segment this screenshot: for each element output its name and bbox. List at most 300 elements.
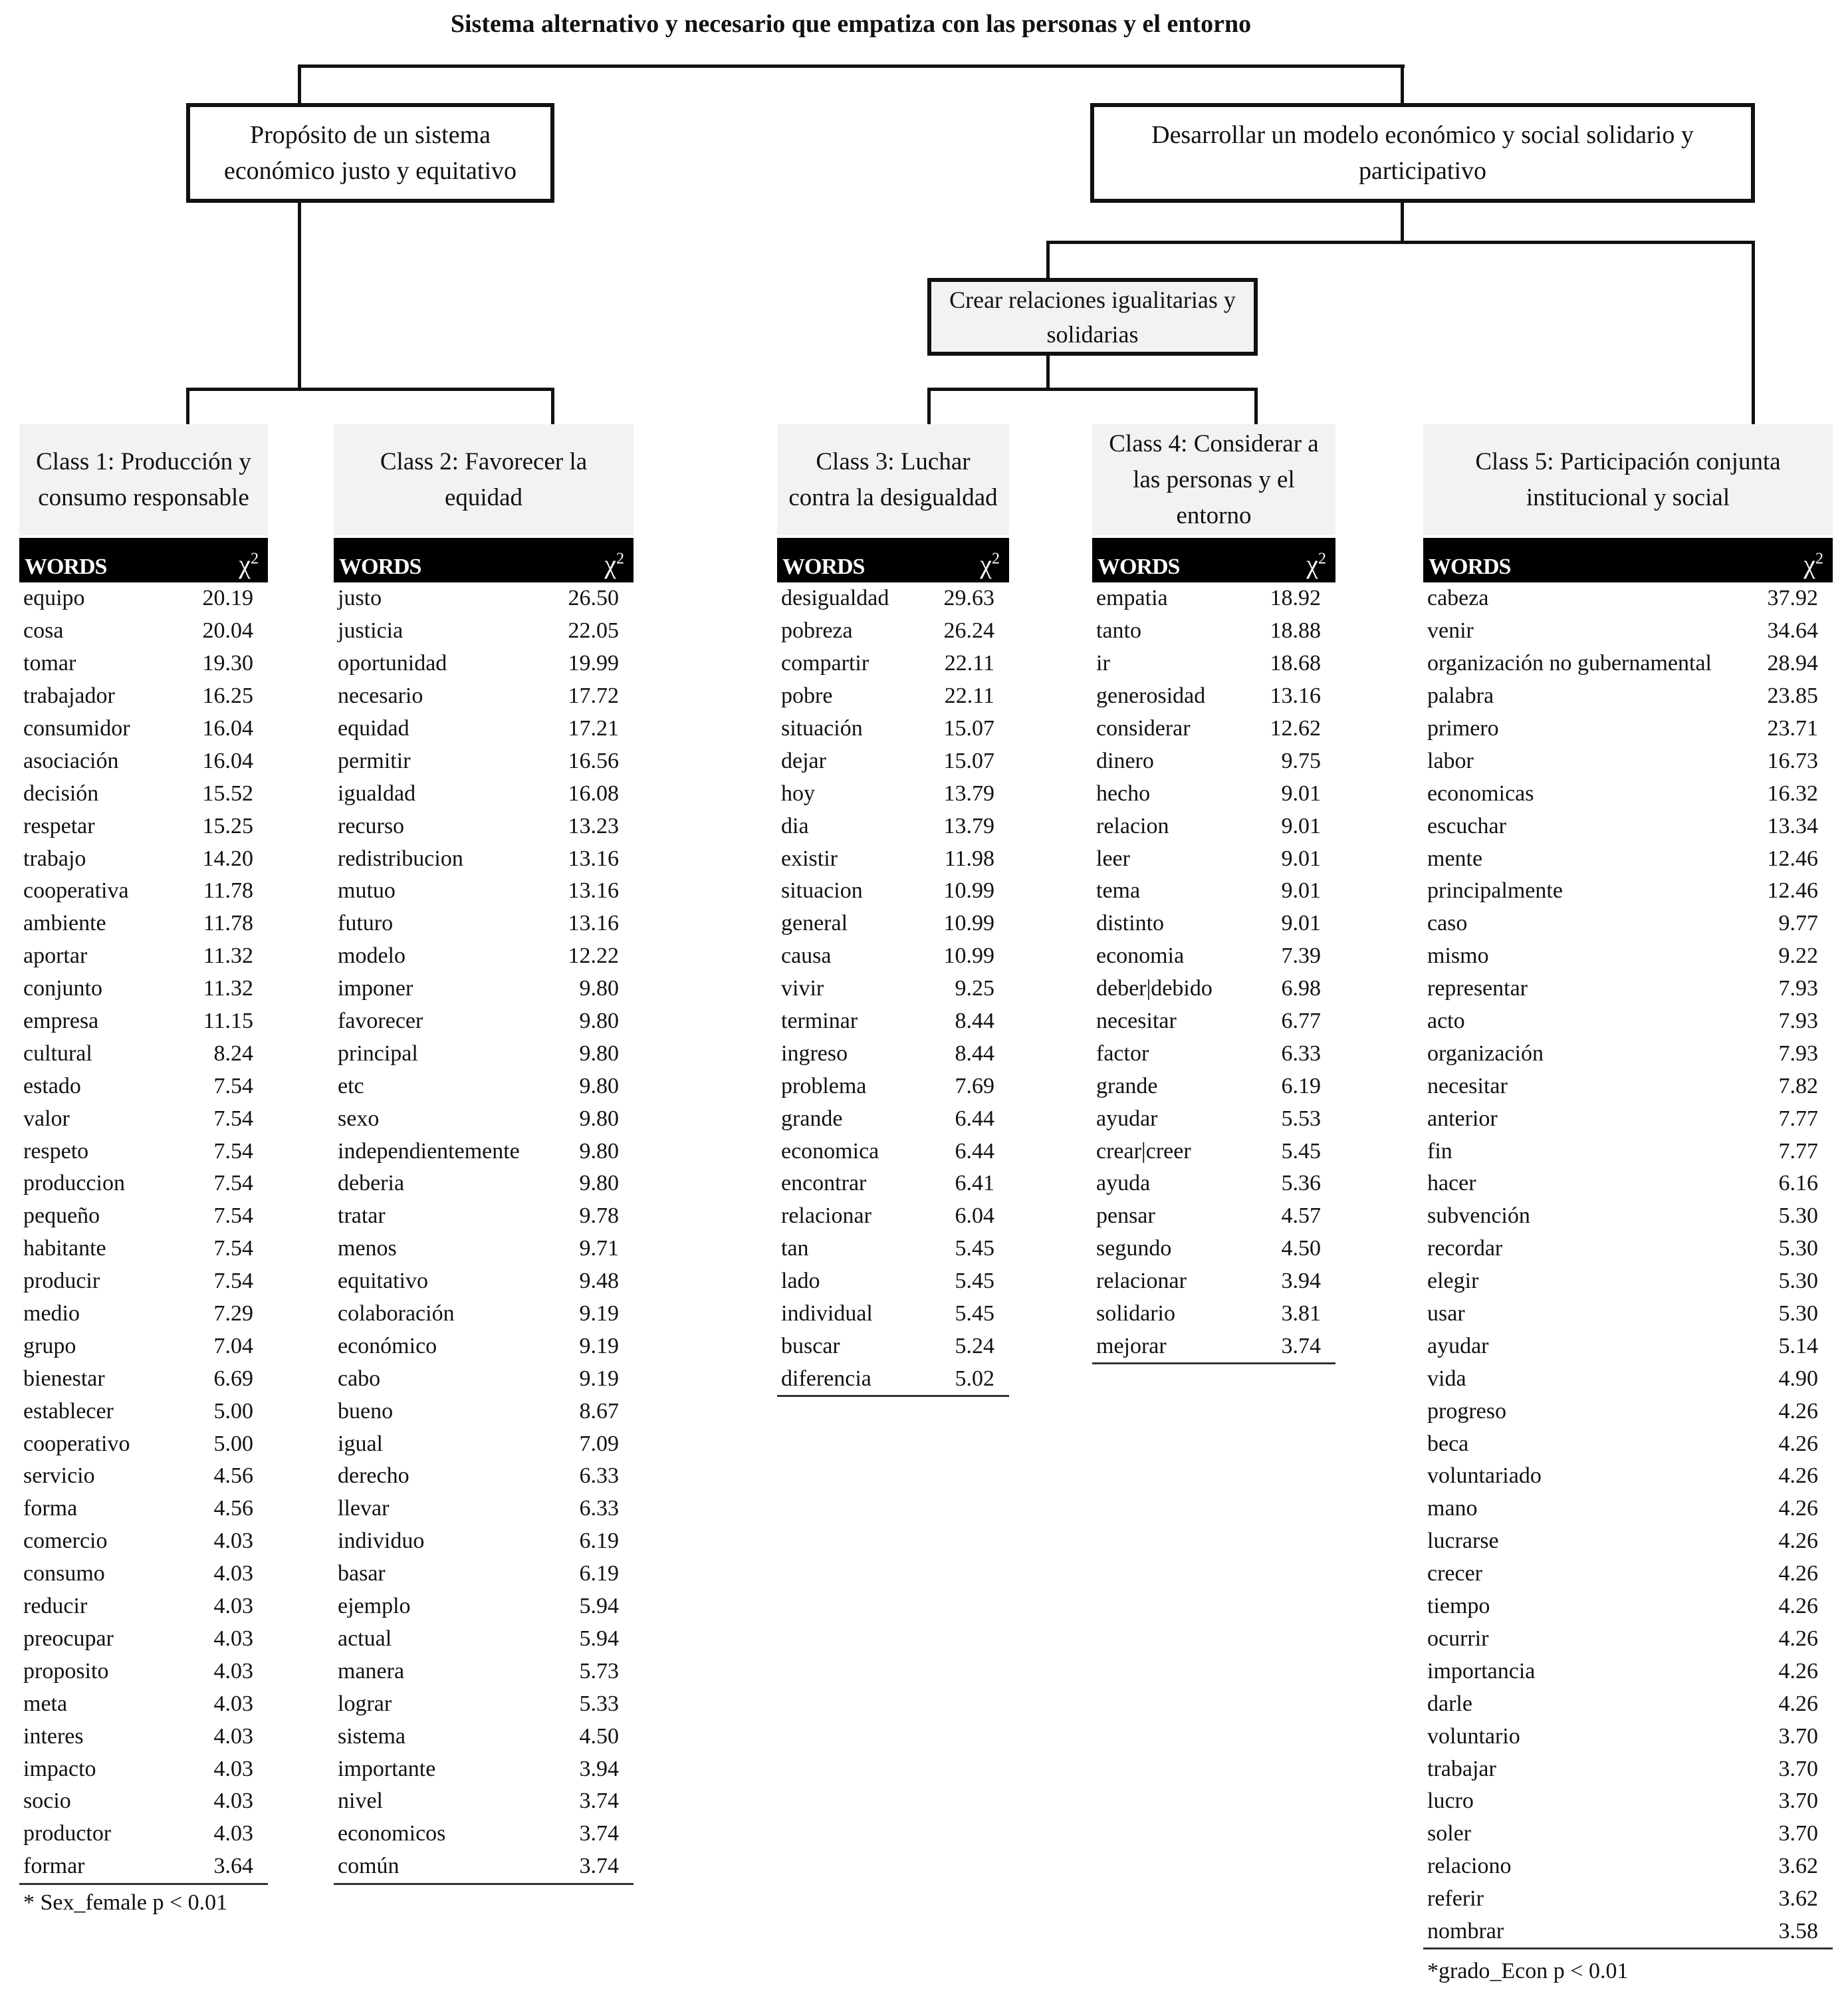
word: tratar — [338, 1203, 386, 1229]
chi-square-value: 9.80 — [579, 1009, 619, 1034]
word: tan — [781, 1236, 809, 1261]
table-row — [334, 680, 634, 713]
chi-square-value: 15.07 — [943, 748, 994, 773]
table-row — [1092, 810, 1335, 842]
table-row — [19, 1753, 268, 1785]
table-row — [1423, 1558, 1833, 1590]
table-row — [19, 1590, 268, 1623]
chi-square-value: 5.45 — [955, 1236, 994, 1261]
chi-square-value: 9.48 — [579, 1269, 619, 1294]
word: pobreza — [781, 618, 853, 644]
word: caso — [1427, 911, 1468, 936]
table-row — [334, 745, 634, 777]
table-row — [1423, 908, 1833, 940]
word: elegir — [1427, 1269, 1479, 1294]
word: llevar — [338, 1496, 390, 1521]
chi-square-value: 9.01 — [1281, 781, 1321, 806]
chi-square-value: 10.99 — [943, 943, 994, 969]
word: individuo — [338, 1529, 425, 1554]
chi-square-value: 9.01 — [1281, 878, 1321, 904]
word: cooperativa — [23, 878, 129, 904]
table-row — [19, 1037, 268, 1070]
word: acto — [1427, 1009, 1465, 1034]
word: organización no gubernamental — [1427, 651, 1712, 676]
chi-square-value: 6.33 — [579, 1463, 619, 1489]
word: terminar — [781, 1009, 858, 1034]
table-row — [19, 1298, 268, 1330]
table-row — [19, 1005, 268, 1038]
table-row — [334, 1330, 634, 1362]
table-row — [1423, 1623, 1833, 1656]
word: necesario — [338, 684, 423, 709]
chi-square-value: 7.04 — [213, 1333, 253, 1358]
word: escuchar — [1427, 813, 1506, 838]
word: ocurrir — [1427, 1626, 1489, 1651]
table-row — [777, 1135, 1009, 1168]
table-row — [19, 1623, 268, 1656]
table-row — [334, 1850, 634, 1883]
table-row — [1423, 1395, 1833, 1428]
chi-square-value: 5.45 — [1281, 1138, 1321, 1164]
table-row — [334, 1200, 634, 1233]
word: bienestar — [23, 1366, 105, 1391]
chi-square-value: 7.54 — [213, 1073, 253, 1098]
chi-exponent: 2 — [251, 550, 259, 568]
word: segundo — [1096, 1236, 1172, 1261]
chi-square-value: 4.26 — [1778, 1658, 1818, 1684]
chi-square-value: 13.16 — [568, 911, 619, 936]
table-row — [19, 1785, 268, 1818]
table-row — [19, 842, 268, 875]
word: pequeño — [23, 1203, 100, 1229]
table-row — [1423, 1070, 1833, 1102]
chi-square-value: 9.19 — [579, 1333, 619, 1358]
table-row — [1092, 1168, 1335, 1200]
chi-square-value: 18.68 — [1270, 651, 1321, 676]
table-row — [1423, 973, 1833, 1005]
word: cooperativo — [23, 1431, 130, 1456]
chi-square-value: 4.03 — [213, 1691, 253, 1716]
chi-square-value: 16.25 — [202, 684, 253, 709]
chi-symbol: χ — [1803, 549, 1815, 579]
table-row — [334, 1037, 634, 1070]
chi-square-value: 3.94 — [579, 1756, 619, 1781]
table-row — [777, 1298, 1009, 1330]
node-middle: Crear relaciones igualitarias y solidarias — [927, 278, 1258, 356]
table-row — [19, 875, 268, 908]
word: compartir — [781, 651, 869, 676]
word: medio — [23, 1301, 80, 1326]
word: habitante — [23, 1236, 106, 1261]
chi-exponent: 2 — [992, 550, 1000, 568]
table-row — [1423, 1720, 1833, 1753]
chi-square-value: 6.04 — [955, 1203, 994, 1229]
chi-square-value: 11.32 — [203, 976, 253, 1001]
word: principal — [338, 1041, 418, 1066]
chi-square-value: 37.92 — [1767, 586, 1818, 611]
chi-square-value: 14.20 — [202, 846, 253, 871]
chi-exponent: 2 — [616, 550, 624, 568]
chi-square-value: 15.52 — [202, 781, 253, 806]
chi-square-value: 4.26 — [1778, 1626, 1818, 1651]
table-row — [19, 810, 268, 842]
chi-square-header — [980, 549, 1000, 580]
word: recurso — [338, 813, 405, 838]
chi-square-value: 8.44 — [955, 1041, 994, 1066]
chi-square-value: 4.26 — [1778, 1529, 1818, 1554]
chi-square-value: 3.74 — [1281, 1333, 1321, 1358]
table-row — [1423, 842, 1833, 875]
chi-square-value: 4.56 — [213, 1496, 253, 1521]
table-row — [334, 1655, 634, 1687]
chi-square-value: 5.45 — [955, 1269, 994, 1294]
word: deber|debido — [1096, 976, 1213, 1001]
word: tomar — [23, 651, 76, 676]
word: empatia — [1096, 586, 1168, 611]
word: empresa — [23, 1009, 99, 1034]
table-row — [334, 777, 634, 810]
word: fin — [1427, 1138, 1452, 1164]
table-row — [19, 777, 268, 810]
word: actual — [338, 1626, 392, 1651]
word: económico — [338, 1333, 437, 1358]
word: vivir — [781, 976, 824, 1001]
table-row — [334, 1168, 634, 1200]
word: voluntariado — [1427, 1463, 1542, 1489]
table-row — [1423, 1102, 1833, 1135]
table-row — [1423, 777, 1833, 810]
chi-square-value: 5.73 — [579, 1658, 619, 1684]
chi-square-value: 4.26 — [1778, 1463, 1818, 1489]
chi-square-value: 16.32 — [1767, 781, 1818, 806]
word: causa — [781, 943, 832, 969]
table-row — [334, 973, 634, 1005]
connector-line — [298, 199, 301, 390]
word: derecho — [338, 1463, 409, 1489]
word: factor — [1096, 1041, 1149, 1066]
chi-square-value: 18.88 — [1270, 618, 1321, 644]
table-row — [777, 1362, 1009, 1395]
connector-line — [1046, 352, 1050, 390]
chi-square-value: 7.09 — [579, 1431, 619, 1456]
table-row — [19, 1070, 268, 1102]
word: forma — [23, 1496, 78, 1521]
word-list — [1092, 582, 1335, 1364]
chi-square-value: 12.22 — [568, 943, 619, 969]
chi-square-value: 8.67 — [579, 1398, 619, 1424]
chi-square-value: 4.03 — [213, 1723, 253, 1749]
chi-square-value: 3.81 — [1281, 1301, 1321, 1326]
class-title: Class 4: Considerar a las personas y el entorno — [1092, 424, 1335, 535]
word: mente — [1427, 846, 1483, 871]
table-row — [1092, 940, 1335, 973]
table-row — [334, 1720, 634, 1753]
word-list — [334, 582, 634, 1885]
chi-square-value: 7.82 — [1778, 1073, 1818, 1098]
chi-square-value: 26.50 — [568, 586, 619, 611]
table-row — [1092, 615, 1335, 648]
chi-square-value: 3.74 — [579, 1789, 619, 1814]
table-row — [19, 648, 268, 680]
class-title: Class 5: Participación conjunta institucional y social — [1423, 424, 1833, 535]
table-row — [1423, 1525, 1833, 1558]
table-row — [1423, 1233, 1833, 1265]
table-row — [1092, 1200, 1335, 1233]
table-row — [334, 582, 634, 615]
words-header: WORDS — [1097, 555, 1180, 579]
table-row — [19, 582, 268, 615]
word: importancia — [1427, 1658, 1536, 1684]
table-row — [777, 1168, 1009, 1200]
word: respeto — [23, 1138, 89, 1164]
word: manera — [338, 1658, 405, 1684]
footnote: *grado_Econ p < 0.01 — [1427, 1959, 1629, 1984]
table-row — [1423, 1135, 1833, 1168]
table-row — [777, 1102, 1009, 1135]
chi-square-value: 5.30 — [1778, 1203, 1818, 1229]
table-row — [1423, 1200, 1833, 1233]
connector-line — [186, 388, 189, 426]
chi-square-value: 5.30 — [1778, 1301, 1818, 1326]
connector-line — [927, 388, 1258, 391]
words-header: WORDS — [25, 555, 107, 579]
table-row — [1423, 1037, 1833, 1070]
word: estado — [23, 1073, 81, 1098]
chi-symbol: χ — [604, 549, 616, 579]
chi-square-header — [1803, 549, 1823, 580]
connector-line — [1046, 241, 1755, 244]
chi-square-value: 26.24 — [943, 618, 994, 644]
class-3-table — [777, 424, 1009, 1397]
table-row — [1092, 713, 1335, 745]
chi-square-value: 9.75 — [1281, 748, 1321, 773]
chi-square-value: 16.73 — [1767, 748, 1818, 773]
chi-square-value: 28.94 — [1767, 651, 1818, 676]
word: trabajar — [1427, 1756, 1496, 1781]
table-row — [334, 1265, 634, 1298]
connector-line — [298, 64, 301, 106]
chi-square-value: 3.64 — [213, 1854, 253, 1879]
table-row — [19, 713, 268, 745]
chi-square-value: 3.70 — [1778, 1756, 1818, 1781]
word: sexo — [338, 1106, 380, 1131]
table-row — [19, 1720, 268, 1753]
chi-square-value: 5.00 — [213, 1398, 253, 1424]
table-row — [777, 582, 1009, 615]
chi-square-value: 18.92 — [1270, 586, 1321, 611]
word: justo — [338, 586, 382, 611]
chi-square-value: 23.71 — [1767, 716, 1818, 741]
chi-square-value: 19.99 — [568, 651, 619, 676]
chi-square-value: 9.01 — [1281, 813, 1321, 838]
word: dejar — [781, 748, 826, 773]
connector-line — [1254, 388, 1258, 426]
chi-square-value: 7.54 — [213, 1236, 253, 1261]
word: venir — [1427, 618, 1474, 644]
table-row — [1423, 875, 1833, 908]
table-row — [334, 1623, 634, 1656]
word: favorecer — [338, 1009, 423, 1034]
word: labor — [1427, 748, 1474, 773]
table-row — [19, 1850, 268, 1883]
word-list — [19, 582, 268, 1885]
table-row — [1423, 680, 1833, 713]
table-row — [19, 1525, 268, 1558]
word: productor — [23, 1821, 112, 1846]
word: dia — [781, 813, 809, 838]
chi-square-value: 5.53 — [1281, 1106, 1321, 1131]
chi-square-value: 7.69 — [955, 1073, 994, 1098]
table-row — [1423, 940, 1833, 973]
word: futuro — [338, 911, 394, 936]
table-row — [19, 1168, 268, 1200]
table-row — [1092, 1070, 1335, 1102]
word: usar — [1427, 1301, 1465, 1326]
table-row — [1423, 615, 1833, 648]
word: equipo — [23, 586, 85, 611]
word: produccion — [23, 1171, 125, 1196]
chi-square-value: 9.01 — [1281, 846, 1321, 871]
chi-symbol: χ — [239, 549, 251, 579]
chi-square-value: 4.03 — [213, 1594, 253, 1619]
class-1-table — [19, 424, 268, 1916]
table-header — [19, 538, 268, 582]
word: solidario — [1096, 1301, 1175, 1326]
table-row — [19, 1558, 268, 1590]
chi-square-value: 4.03 — [213, 1658, 253, 1684]
table-row — [19, 1200, 268, 1233]
word: relaciono — [1427, 1854, 1512, 1879]
word: ayudar — [1096, 1106, 1158, 1131]
chi-square-value: 5.24 — [955, 1333, 994, 1358]
word: mismo — [1427, 943, 1489, 969]
chi-square-value: 9.80 — [579, 976, 619, 1001]
word: principalmente — [1427, 878, 1563, 904]
chi-square-value: 9.77 — [1778, 911, 1818, 936]
chi-square-value: 6.69 — [213, 1366, 253, 1391]
word: etc — [338, 1073, 364, 1098]
chi-square-value: 4.26 — [1778, 1691, 1818, 1716]
chi-square-value: 4.26 — [1778, 1594, 1818, 1619]
table-row — [1423, 1493, 1833, 1525]
chi-square-value: 6.44 — [955, 1106, 994, 1131]
word: producir — [23, 1269, 100, 1294]
table-row — [19, 680, 268, 713]
word: pensar — [1096, 1203, 1155, 1229]
connector-line — [1401, 64, 1404, 106]
chi-square-value: 3.70 — [1778, 1821, 1818, 1846]
word: igualdad — [338, 781, 416, 806]
word: economicas — [1427, 781, 1534, 806]
chi-square-value: 22.05 — [568, 618, 619, 644]
word: igual — [338, 1431, 383, 1456]
table-row — [1423, 1753, 1833, 1785]
word: mejorar — [1096, 1333, 1167, 1358]
word: cabeza — [1427, 586, 1489, 611]
chi-square-value: 6.33 — [579, 1496, 619, 1521]
word: trabajador — [23, 684, 115, 709]
chi-square-value: 5.94 — [579, 1626, 619, 1651]
diagram-title: Sistema alternativo y necesario que empatiza con las personas y el entorno — [450, 10, 1252, 38]
chi-square-value: 13.79 — [943, 781, 994, 806]
word: lucro — [1427, 1789, 1474, 1814]
table-row — [1423, 1005, 1833, 1038]
table-row — [1092, 582, 1335, 615]
table-row — [777, 615, 1009, 648]
word: consumo — [23, 1561, 105, 1586]
table-row — [1423, 1460, 1833, 1493]
connector-line — [927, 388, 931, 426]
table-row — [1423, 1428, 1833, 1460]
chi-square-value: 4.03 — [213, 1626, 253, 1651]
table-row — [334, 1687, 634, 1720]
word: cosa — [23, 618, 64, 644]
word: ejemplo — [338, 1594, 411, 1619]
chi-square-value: 15.25 — [202, 813, 253, 838]
class-title: Class 2: Favorecer la equidad — [334, 424, 634, 535]
footnote: * Sex_female p < 0.01 — [23, 1890, 228, 1915]
table-row — [777, 1265, 1009, 1298]
chi-square-value: 6.77 — [1281, 1009, 1321, 1034]
class-2-table — [334, 424, 634, 1885]
table-row — [777, 842, 1009, 875]
class-4-table — [1092, 424, 1335, 1364]
word: progreso — [1427, 1398, 1506, 1424]
chi-square-value: 3.58 — [1778, 1918, 1818, 1943]
chi-square-value: 6.41 — [955, 1171, 994, 1196]
chi-square-value: 19.30 — [202, 651, 253, 676]
table-row — [777, 777, 1009, 810]
chi-square-value: 5.14 — [1778, 1333, 1818, 1358]
chi-square-value: 10.99 — [943, 878, 994, 904]
word: dinero — [1096, 748, 1154, 773]
chi-square-value: 4.03 — [213, 1821, 253, 1846]
table-row — [777, 1330, 1009, 1362]
chi-square-value: 29.63 — [943, 586, 994, 611]
chi-square-value: 9.19 — [579, 1301, 619, 1326]
word: generosidad — [1096, 684, 1206, 709]
word: tiempo — [1427, 1594, 1490, 1619]
chi-square-value: 5.00 — [213, 1431, 253, 1456]
word: proposito — [23, 1658, 109, 1684]
chi-square-value: 3.70 — [1778, 1723, 1818, 1749]
word: grande — [1096, 1073, 1158, 1098]
chi-square-value: 4.03 — [213, 1789, 253, 1814]
chi-square-value: 4.26 — [1778, 1431, 1818, 1456]
word: representar — [1427, 976, 1528, 1001]
table-row — [777, 940, 1009, 973]
chi-square-value: 5.02 — [955, 1366, 994, 1391]
chi-square-value: 7.93 — [1778, 1009, 1818, 1034]
chi-square-value: 11.78 — [203, 878, 253, 904]
table-row — [1092, 680, 1335, 713]
chi-square-value: 9.01 — [1281, 911, 1321, 936]
chi-square-value: 11.98 — [944, 846, 994, 871]
chi-square-value: 20.19 — [202, 586, 253, 611]
table-row — [777, 745, 1009, 777]
word: darle — [1427, 1691, 1472, 1716]
class-5-table — [1423, 424, 1833, 1984]
word: relacion — [1096, 813, 1169, 838]
word: grande — [781, 1106, 843, 1131]
word: encontrar — [781, 1171, 867, 1196]
chi-square-value: 9.80 — [579, 1138, 619, 1164]
word: colaboración — [338, 1301, 455, 1326]
table-row — [1092, 875, 1335, 908]
table-row — [777, 973, 1009, 1005]
table-row — [1423, 1818, 1833, 1850]
table-row — [1092, 777, 1335, 810]
